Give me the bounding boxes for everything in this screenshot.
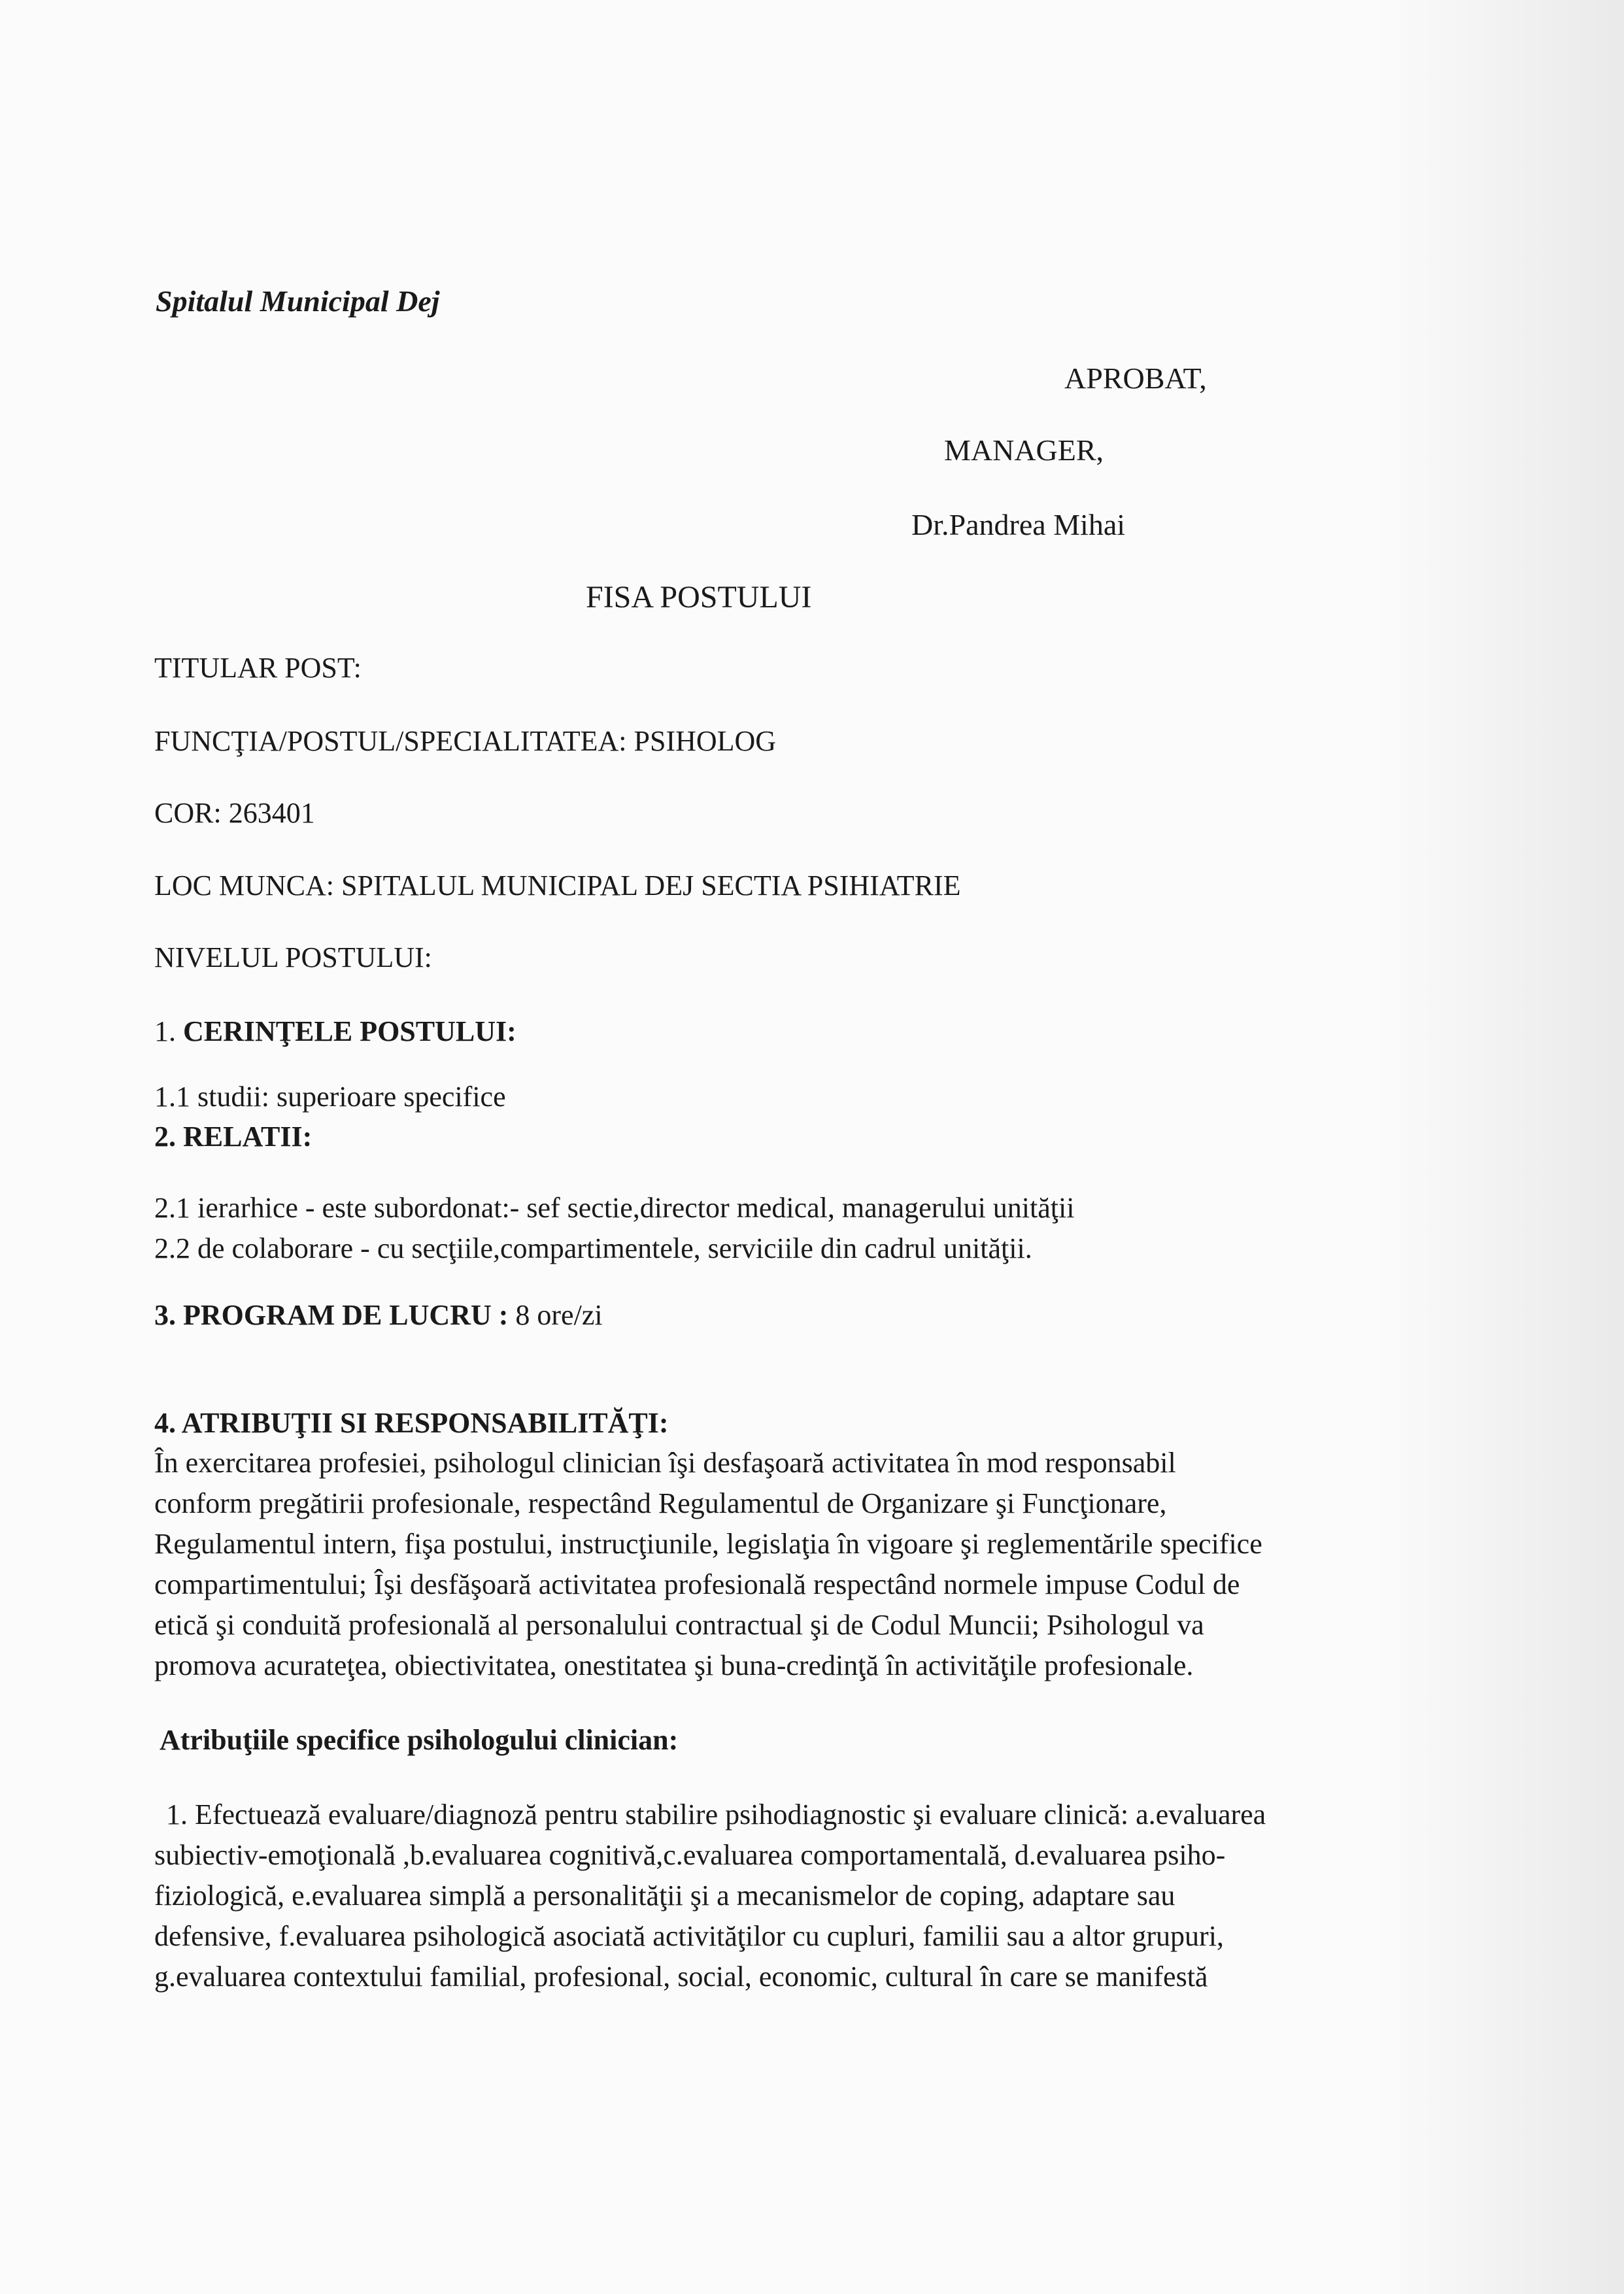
manager-label: MANAGER,	[944, 433, 1104, 467]
field-holder: TITULAR POST:	[154, 652, 362, 684]
section-4-paragraph-line: etică şi conduită profesională al personalului contractual şi de Codul Muncii; Psihologul va	[154, 1609, 1204, 1641]
approval-label: APROBAT,	[1064, 362, 1207, 395]
section-2-heading: 2. RELATII:	[154, 1121, 313, 1153]
section-3-value: 8 ore/zi	[515, 1299, 603, 1331]
duty-1-line: 1. Efectuează evaluare/diagnoză pentru stabilire psihodiagnostic şi evaluare clinică: a.evaluarea	[166, 1798, 1266, 1830]
duty-1-line: fiziologică, e.evaluarea simplă a personalităţii şi a mecanismelor de coping, adaptare sau	[154, 1880, 1176, 1912]
duty-1-line: defensive, f.evaluarea psihologică asociată activităţilor cu cupluri, familii sau a altor grupuri,	[154, 1920, 1224, 1952]
section-3-title: 3. PROGRAM DE LUCRU :	[154, 1299, 509, 1331]
section-4-paragraph-line: În exercitarea profesiei, psihologul clinician îşi desfaşoară activitatea în mod responsabil	[154, 1447, 1176, 1479]
section-2-item-1: 2.1 ierarhice - este subordonat:- sef sectie,director medical, managerului unităţii	[154, 1192, 1075, 1224]
field-level: NIVELUL POSTULUI:	[154, 941, 432, 973]
field-cor: COR: 263401	[154, 797, 315, 829]
section-4-paragraph-line: conform pregătirii profesionale, respectând Regulamentul de Organizare şi Funcţionare,	[154, 1487, 1167, 1519]
section-1-number: 1.	[154, 1015, 176, 1047]
duty-1-line: subiectiv-emoţională ,b.evaluarea cognitivă,c.evaluarea comportamentală, d.evaluarea psiho-	[154, 1839, 1226, 1871]
manager-name: Dr.Pandrea Mihai	[911, 508, 1126, 541]
document-title: FISA POSTULUI	[586, 580, 812, 615]
section-2-item-2: 2.2 de colaborare - cu secţiile,compartimentele, serviciile din cadrul unităţii.	[154, 1232, 1032, 1264]
section-1-title: CERINŢELE POSTULUI:	[183, 1015, 516, 1047]
section-1-heading	[154, 1017, 516, 1046]
section-3-heading	[154, 1301, 603, 1330]
field-workplace: LOC MUNCA: SPITALUL MUNICIPAL DEJ SECTIA PSIHIATRIE	[154, 869, 961, 902]
section-1-item-1: 1.1 studii: superioare specifice	[154, 1081, 506, 1113]
section-4-paragraph-line: promova acurateţea, obiectivitatea, onestitatea şi buna-credinţă în activităţile profesionale.	[154, 1649, 1194, 1681]
page-edge-shadow	[1376, 0, 1624, 2294]
section-4-paragraph-line: compartimentului; Îşi desfăşoară activitatea profesională respectând normele impuse Codul de	[154, 1568, 1240, 1600]
duty-1-line: g.evaluarea contextului familial, profesional, social, economic, cultural în care se manifestă	[154, 1961, 1208, 1993]
field-function: FUNCŢIA/POSTUL/SPECIALITATEA: PSIHOLOG	[154, 725, 777, 757]
section-4-heading: 4. ATRIBUŢII SI RESPONSABILITĂŢI:	[154, 1407, 669, 1439]
specific-duties-heading: Atribuţiile specifice psihologului clinician:	[160, 1724, 679, 1756]
section-4-paragraph-line: Regulamentul intern, fişa postului, instrucţiunile, legislaţia în vigoare şi reglementările specifice	[154, 1528, 1262, 1560]
hospital-name: Spitalul Municipal Dej	[156, 284, 440, 318]
